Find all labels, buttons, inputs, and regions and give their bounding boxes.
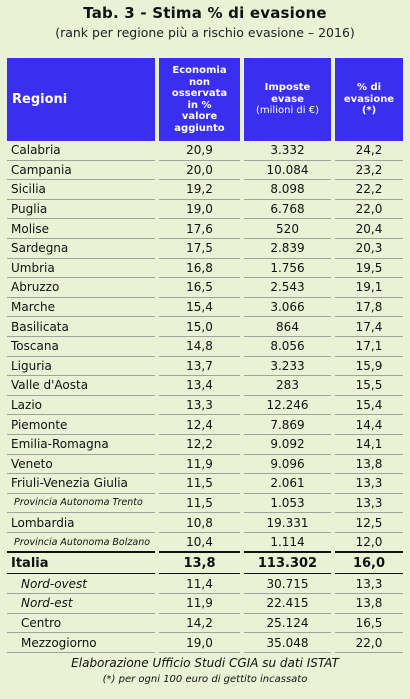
header-taxes-line: evase xyxy=(271,93,304,105)
region-cell: Basilicata xyxy=(7,317,157,337)
table-row xyxy=(7,141,403,160)
evasion-cell: 23,2 xyxy=(333,160,403,180)
economy-cell: 20,9 xyxy=(157,141,242,160)
evasion-cell: 14,1 xyxy=(333,434,403,454)
economy-cell: 20,0 xyxy=(157,160,242,180)
taxes-cell: 35.048 xyxy=(242,633,333,653)
region-cell: Provincia Autonoma Bolzano xyxy=(7,532,157,552)
evasion-cell: 22,2 xyxy=(333,180,403,200)
evasion-cell: 15,4 xyxy=(333,395,403,415)
economy-cell: 11,5 xyxy=(157,493,242,513)
taxes-cell: 25.124 xyxy=(242,613,333,633)
taxes-cell: 8.098 xyxy=(242,180,333,200)
header-economy xyxy=(157,58,242,141)
economy-cell: 11,5 xyxy=(157,474,242,494)
evasion-cell: 16,5 xyxy=(333,613,403,633)
evasion-cell: 15,9 xyxy=(333,356,403,376)
economy-cell: 19,0 xyxy=(157,633,242,653)
taxes-cell: 520 xyxy=(242,219,333,239)
header-evasion-note: (*) xyxy=(361,105,377,117)
header-economy-line: valore xyxy=(181,111,218,122)
header-economy-line: in % xyxy=(187,99,212,111)
economy-cell: 15,4 xyxy=(157,297,242,317)
region-cell: Nord-ovest xyxy=(7,574,157,594)
region-cell: Veneto xyxy=(7,454,157,474)
region-cell: Italia xyxy=(7,552,157,574)
table-row xyxy=(7,415,403,435)
header-evasion xyxy=(333,58,403,141)
taxes-cell: 6.768 xyxy=(242,199,333,219)
taxes-cell: 3.233 xyxy=(242,356,333,376)
economy-cell: 10,4 xyxy=(157,532,242,552)
table-row xyxy=(7,633,403,653)
evasion-cell: 20,4 xyxy=(333,219,403,239)
taxes-cell: 19.331 xyxy=(242,513,333,533)
table-row xyxy=(7,395,403,415)
table-row xyxy=(7,474,403,494)
header-regions: Regioni xyxy=(7,58,157,141)
table-row xyxy=(7,532,403,552)
region-cell: Provincia Autonoma Trento xyxy=(7,493,157,513)
evasion-cell: 19,1 xyxy=(333,278,403,298)
evasion-cell: 14,4 xyxy=(333,415,403,435)
taxes-cell: 1.053 xyxy=(242,493,333,513)
economy-cell: 12,2 xyxy=(157,434,242,454)
evasion-cell: 13,8 xyxy=(333,594,403,614)
economy-cell: 10,8 xyxy=(157,513,242,533)
table-body xyxy=(7,141,403,652)
region-cell: Umbria xyxy=(7,258,157,278)
evasion-cell: 20,3 xyxy=(333,238,403,258)
table-row xyxy=(7,574,403,594)
evasion-cell: 12,5 xyxy=(333,513,403,533)
economy-cell: 11,9 xyxy=(157,454,242,474)
region-cell: Liguria xyxy=(7,356,157,376)
region-cell: Lazio xyxy=(7,395,157,415)
header-economy-line: osservata xyxy=(171,88,228,99)
table-row xyxy=(7,336,403,356)
taxes-cell: 2.543 xyxy=(242,278,333,298)
region-cell: Centro xyxy=(7,613,157,633)
region-cell: Toscana xyxy=(7,336,157,356)
header-economy-line: aggiunto xyxy=(174,122,225,134)
taxes-cell: 8.056 xyxy=(242,336,333,356)
header-evasion-line: % di xyxy=(356,82,382,94)
taxes-cell: 7.869 xyxy=(242,415,333,435)
region-cell: Mezzogiorno xyxy=(7,633,157,653)
region-cell: Sardegna xyxy=(7,238,157,258)
economy-cell: 17,6 xyxy=(157,219,242,239)
source-footer: Elaborazione Ufficio Studi CGIA su dati ISTAT xyxy=(71,656,339,670)
table-row xyxy=(7,238,403,258)
table-row xyxy=(7,297,403,317)
region-cell: Nord-est xyxy=(7,594,157,614)
region-cell: Puglia xyxy=(7,199,157,219)
evasion-cell: 12,0 xyxy=(333,532,403,552)
evasion-cell: 13,8 xyxy=(333,454,403,474)
taxes-cell: 864 xyxy=(242,317,333,337)
table-row xyxy=(7,493,403,513)
table-row xyxy=(7,199,403,219)
header-evasion-line: evasione xyxy=(343,93,395,105)
economy-cell: 17,5 xyxy=(157,238,242,258)
evasion-cell: 17,8 xyxy=(333,297,403,317)
header-economy-line: Economia xyxy=(172,65,227,76)
header-taxes-unit: (milioni di €) xyxy=(256,105,319,117)
table-row xyxy=(7,376,403,396)
table-row xyxy=(7,594,403,614)
footnote: (*) per ogni 100 euro di gettito incassato xyxy=(102,674,308,685)
table-row xyxy=(7,552,403,574)
taxes-cell: 1.756 xyxy=(242,258,333,278)
economy-cell: 19,2 xyxy=(157,180,242,200)
table-row xyxy=(7,278,403,298)
evasion-cell: 24,2 xyxy=(333,141,403,160)
taxes-cell: 10.084 xyxy=(242,160,333,180)
table-row xyxy=(7,258,403,278)
taxes-cell: 113.302 xyxy=(242,552,333,574)
economy-cell: 14,8 xyxy=(157,336,242,356)
evasion-cell: 22,0 xyxy=(333,199,403,219)
region-cell: Emilia-Romagna xyxy=(7,434,157,454)
region-cell: Abruzzo xyxy=(7,278,157,298)
evasion-table xyxy=(7,58,403,653)
region-cell: Lombardia xyxy=(7,513,157,533)
taxes-cell: 2.061 xyxy=(242,474,333,494)
header-row xyxy=(7,58,403,141)
evasion-cell: 16,0 xyxy=(333,552,403,574)
economy-cell: 14,2 xyxy=(157,613,242,633)
header-economy-line: non xyxy=(188,76,211,88)
taxes-cell: 9.096 xyxy=(242,454,333,474)
taxes-cell: 1.114 xyxy=(242,532,333,552)
taxes-cell: 3.066 xyxy=(242,297,333,317)
evasion-cell: 13,3 xyxy=(333,574,403,594)
taxes-cell: 12.246 xyxy=(242,395,333,415)
taxes-cell: 2.839 xyxy=(242,238,333,258)
region-cell: Piemonte xyxy=(7,415,157,435)
economy-cell: 13,8 xyxy=(157,552,242,574)
evasion-cell: 13,3 xyxy=(333,493,403,513)
header-taxes xyxy=(242,58,333,141)
taxes-cell: 9.092 xyxy=(242,434,333,454)
header-taxes-line: Imposte xyxy=(264,82,311,94)
table-row xyxy=(7,356,403,376)
taxes-cell: 3.332 xyxy=(242,141,333,160)
table-row xyxy=(7,160,403,180)
taxes-cell: 22.415 xyxy=(242,594,333,614)
table-row xyxy=(7,434,403,454)
region-cell: Marche xyxy=(7,297,157,317)
taxes-cell: 30.715 xyxy=(242,574,333,594)
region-cell: Molise xyxy=(7,219,157,239)
economy-cell: 11,4 xyxy=(157,574,242,594)
region-cell: Calabria xyxy=(7,141,157,160)
region-cell: Friuli-Venezia Giulia xyxy=(7,474,157,494)
economy-cell: 16,5 xyxy=(157,278,242,298)
evasion-cell: 19,5 xyxy=(333,258,403,278)
taxes-cell: 283 xyxy=(242,376,333,396)
economy-cell: 15,0 xyxy=(157,317,242,337)
evasion-cell: 13,3 xyxy=(333,474,403,494)
table-subtitle: (rank per regione più a rischio evasione – 2016) xyxy=(55,25,355,40)
economy-cell: 13,7 xyxy=(157,356,242,376)
table-row xyxy=(7,317,403,337)
economy-cell: 13,4 xyxy=(157,376,242,396)
region-cell: Valle d'Aosta xyxy=(7,376,157,396)
table-title: Tab. 3 - Stima % di evasione xyxy=(83,4,327,22)
economy-cell: 16,8 xyxy=(157,258,242,278)
table-row xyxy=(7,513,403,533)
economy-cell: 13,3 xyxy=(157,395,242,415)
table-row xyxy=(7,180,403,200)
economy-cell: 19,0 xyxy=(157,199,242,219)
table-row xyxy=(7,613,403,633)
region-cell: Sicilia xyxy=(7,180,157,200)
table-row xyxy=(7,454,403,474)
evasion-cell: 22,0 xyxy=(333,633,403,653)
economy-cell: 12,4 xyxy=(157,415,242,435)
evasion-cell: 17,1 xyxy=(333,336,403,356)
evasion-cell: 15,5 xyxy=(333,376,403,396)
region-cell: Campania xyxy=(7,160,157,180)
economy-cell: 11,9 xyxy=(157,594,242,614)
evasion-cell: 17,4 xyxy=(333,317,403,337)
table-row xyxy=(7,219,403,239)
